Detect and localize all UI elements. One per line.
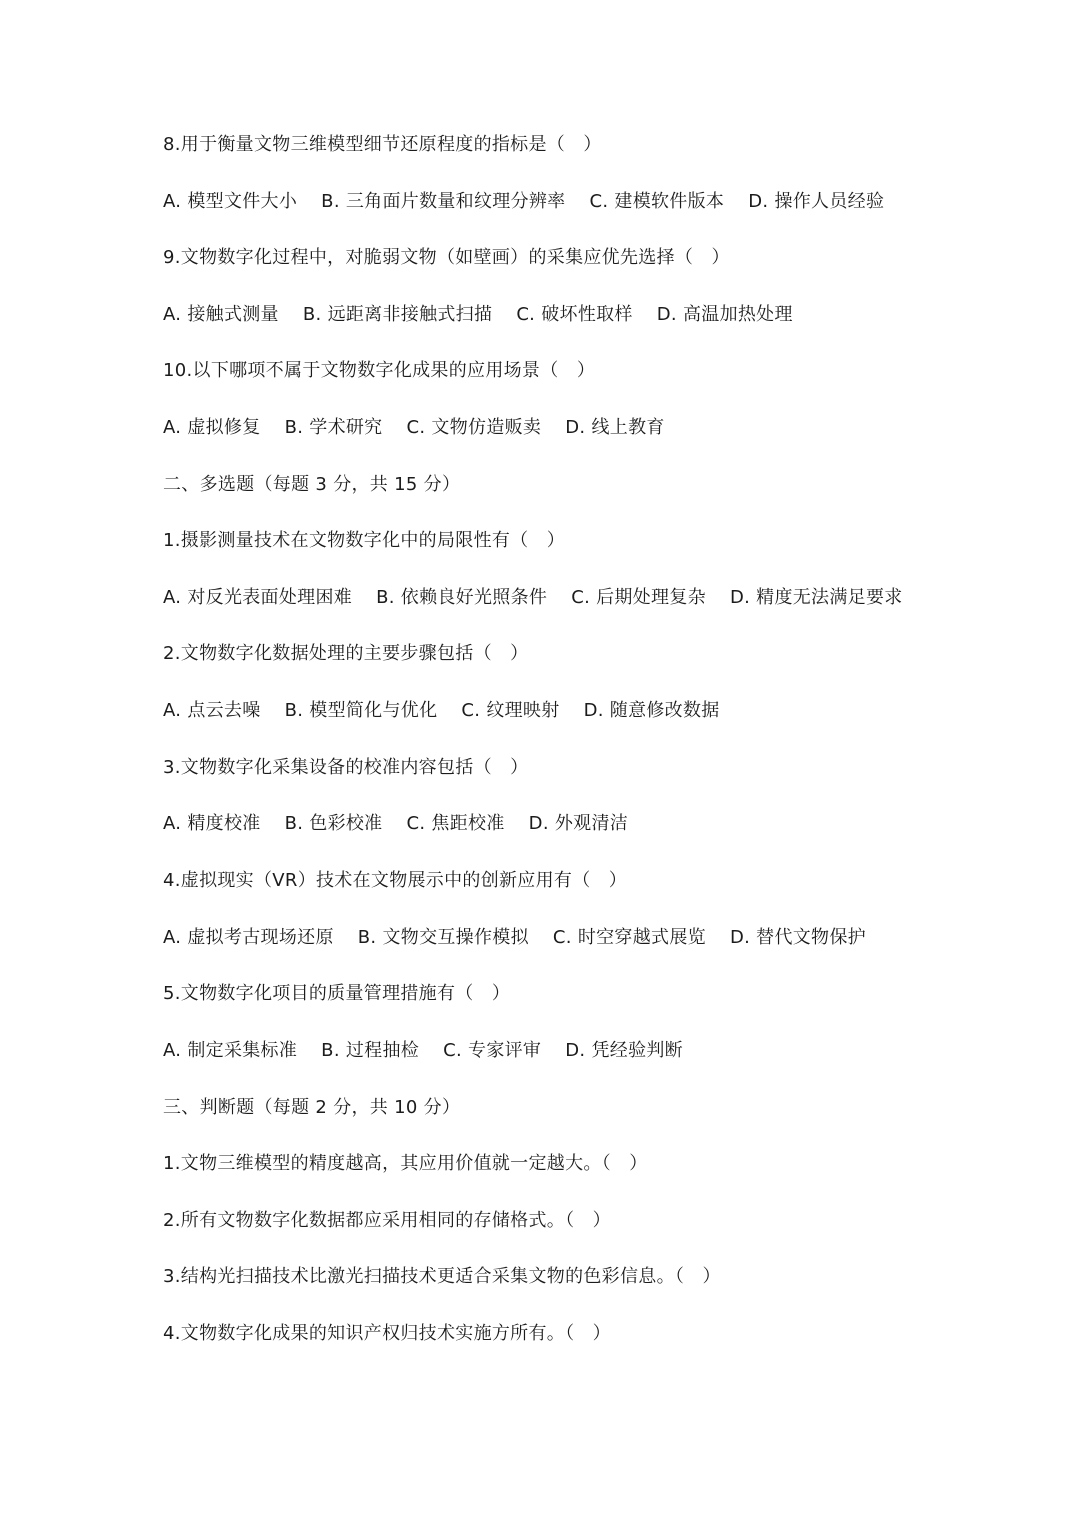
option-d: D. 凭经验判断 [565, 1040, 683, 1061]
option-c: C. 文物仿造贩卖 [406, 417, 542, 438]
question-mc-1: 1.摄影测量技术在文物数字化中的局限性有（ ） [163, 530, 566, 551]
option-d: D. 高温加热处理 [656, 304, 793, 325]
option-c: C. 专家评审 [443, 1040, 542, 1061]
question-mc-5: 5.文物数字化项目的质量管理措施有（ ） [163, 983, 511, 1004]
option-d: D. 外观清洁 [528, 813, 629, 834]
option-b: B. 文物交互操作模拟 [357, 927, 529, 948]
option-c: C. 时空穿越式展览 [552, 927, 706, 948]
question-tf-3: 3.结构光扫描技术比激光扫描技术更适合采集文物的色彩信息。（ ） [163, 1266, 721, 1287]
question-mc-2: 2.文物数字化数据处理的主要步骤包括（ ） [163, 643, 529, 664]
option-d: D. 替代文物保护 [729, 927, 866, 948]
option-a: A. 点云去噪 [163, 700, 261, 721]
options-sc-9 [163, 303, 793, 327]
option-a: A. 制定采集标准 [163, 1040, 298, 1061]
option-d: D. 操作人员经验 [748, 191, 885, 212]
option-c: C. 破坏性取样 [516, 304, 633, 325]
option-d: D. 精度无法满足要求 [729, 587, 903, 608]
option-a: A. 模型文件大小 [163, 191, 298, 212]
question-sc-9: 9.文物数字化过程中，对脆弱文物（如壁画）的采集应优先选择（ ） [163, 247, 730, 268]
option-c: C. 焦距校准 [406, 813, 505, 834]
option-b: B. 远距离非接触式扫描 [302, 304, 493, 325]
option-d: D. 线上教育 [565, 417, 665, 438]
question-sc-8: 8.用于衡量文物三维模型细节还原程度的指标是（ ） [163, 134, 602, 155]
option-c: C. 纹理映射 [461, 700, 560, 721]
options-mc-5 [163, 1039, 683, 1063]
option-c: C. 后期处理复杂 [571, 587, 706, 608]
option-d: D. 随意修改数据 [583, 700, 720, 721]
question-tf-4: 4.文物数字化成果的知识产权归技术实施方所有。（ ） [163, 1323, 611, 1344]
question-tf-2: 2.所有文物数字化数据都应采用相同的存储格式。（ ） [163, 1210, 611, 1231]
option-a: A. 接触式测量 [163, 304, 279, 325]
section-heading-true-false: 三、判断题（每题 2 分，共 10 分） [163, 1097, 461, 1118]
question-mc-3: 3.文物数字化采集设备的校准内容包括（ ） [163, 757, 529, 778]
option-b: B. 三角面片数量和纹理分辨率 [321, 191, 566, 212]
option-c: C. 建模软件版本 [589, 191, 725, 212]
option-a: A. 虚拟修复 [163, 417, 261, 438]
question-tf-1: 1.文物三维模型的精度越高，其应用价值就一定越大。（ ） [163, 1153, 648, 1174]
options-mc-4 [163, 926, 866, 950]
question-mc-4: 4.虚拟现实（VR）技术在文物展示中的创新应用有（ ） [163, 870, 628, 891]
options-sc-10 [163, 416, 665, 440]
option-b: B. 模型简化与优化 [284, 700, 438, 721]
options-sc-8 [163, 190, 884, 214]
options-mc-2 [163, 699, 720, 723]
option-a: A. 虚拟考古现场还原 [163, 927, 334, 948]
option-a: A. 精度校准 [163, 813, 261, 834]
options-mc-3 [163, 812, 628, 836]
section-heading-multi-choice: 二、多选题（每题 3 分，共 15 分） [163, 474, 461, 495]
option-b: B. 依赖良好光照条件 [376, 587, 548, 608]
question-sc-10: 10.以下哪项不属于文物数字化成果的应用场景（ ） [163, 360, 596, 381]
option-a: A. 对反光表面处理困难 [163, 587, 353, 608]
option-b: B. 过程抽检 [321, 1040, 420, 1061]
option-b: B. 色彩校准 [284, 813, 383, 834]
options-mc-1 [163, 586, 903, 610]
option-b: B. 学术研究 [284, 417, 383, 438]
